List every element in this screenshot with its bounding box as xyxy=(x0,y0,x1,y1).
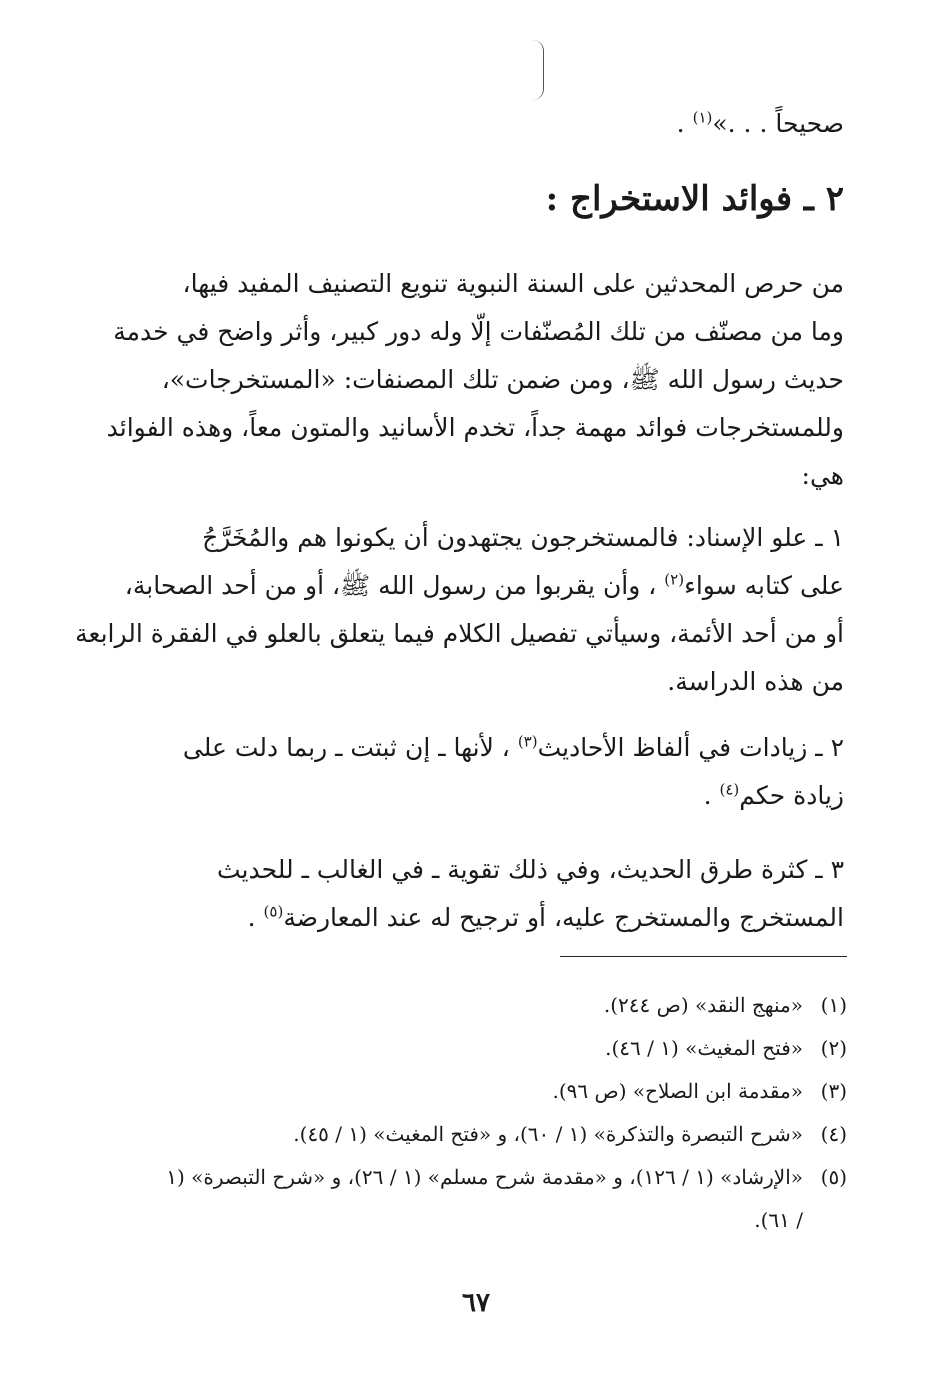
footnote-text: «مقدمة ابن الصلاح» (ص ٩٦). xyxy=(552,1079,803,1103)
benefit-2-text: ، لأنها ـ إن ثبتت ـ ربما دلت على xyxy=(182,733,518,762)
benefit-1-text: ، وأن يقربوا من رسول الله ﷺ، أو من أحد الصحابة، xyxy=(124,571,665,600)
benefit-3-text: . xyxy=(247,903,264,932)
footnote-number: (٤) xyxy=(820,1122,847,1146)
footnotes xyxy=(105,984,847,1242)
footnote-number: (٢) xyxy=(820,1036,847,1060)
footnote-item xyxy=(105,1156,847,1199)
footnote-item xyxy=(105,1027,847,1070)
benefit-3-paragraph xyxy=(124,846,844,942)
benefit-3-text: المستخرج والمستخرج عليه، أو ترجيح له عند المعارضة xyxy=(283,903,844,932)
footnote-text: «الإرشاد» (١ / ١٢٦)، و «مقدمة شرح مسلم» (١ / ٢٦)، و «شرح التبصرة» (١ xyxy=(166,1165,803,1189)
top-fragment-tail: . xyxy=(676,109,693,138)
footnote-ref-3[interactable]: (٣) xyxy=(517,732,538,751)
benefit-2-paragraph xyxy=(124,724,844,820)
benefit-2-text: . xyxy=(703,781,720,810)
footnote-ref-2[interactable]: (٢) xyxy=(664,570,685,589)
intro-line: هي: xyxy=(801,461,844,490)
benefit-2-line xyxy=(124,724,844,772)
intro-line: حديث رسول الله ﷺ، ومن ضمن تلك المصنفات: «المستخرجات»، xyxy=(161,365,844,394)
footnote-continuation: / ٦١). xyxy=(754,1208,803,1232)
section-heading: ٢ ـ فوائد الاستخراج : xyxy=(545,179,844,219)
footnote-ref-5[interactable]: (٥) xyxy=(263,902,284,921)
top-fragment-text: صحيحاً . . .» xyxy=(712,109,844,138)
intro-line: من حرص المحدثين على السنة النبوية تنويع التصنيف المفيد فيها، xyxy=(182,269,844,298)
footnote-text: «شرح التبصرة والتذكرة» (١ / ٦٠)، و «فتح المغيث» (١ / ٤٥). xyxy=(293,1122,803,1146)
benefit-1-line: ١ ـ علو الإسناد: فالمستخرجون يجتهدون أن يكونوا هم والمُخَرَّجُ xyxy=(202,523,844,552)
benefit-3-line xyxy=(124,894,844,942)
footnote-divider xyxy=(560,956,847,957)
benefit-1-paragraph xyxy=(75,514,844,706)
footnote-number: (٥) xyxy=(820,1165,847,1189)
page-number: ٦٧ xyxy=(462,1288,490,1318)
benefit-3-line: ٣ ـ كثرة طرق الحديث، وفي ذلك تقوية ـ في الغالب ـ للحديث xyxy=(216,855,844,884)
benefit-2-line xyxy=(124,772,844,820)
benefit-1-line: أو من أحد الأئمة، وسيأتي تفصيل الكلام فيما يتعلق بالعلو في الفقرة الرابعة xyxy=(75,619,844,648)
footnote-number: (١) xyxy=(820,993,847,1017)
intro-line: وللمستخرجات فوائد مهمة جداً، تخدم الأسانيد والمتون معاً، وهذه الفوائد xyxy=(106,413,844,442)
top-fragment xyxy=(124,100,844,148)
benefit-2-text: زيادة حكم xyxy=(739,781,844,810)
footnote-item xyxy=(105,1070,847,1113)
footnote-number: (٣) xyxy=(820,1079,847,1103)
footnote-ref-1[interactable]: (١) xyxy=(692,108,713,127)
benefit-2-text: ٢ ـ زيادات في ألفاظ الأحاديث xyxy=(537,733,844,762)
intro-paragraph xyxy=(106,260,844,500)
scan-artifact xyxy=(533,40,544,100)
intro-line: وما من مصنّف من تلك المُصنّفات إلّا وله دور كبير، وأثر واضح في خدمة xyxy=(113,317,844,346)
benefit-1-line xyxy=(124,562,844,610)
footnote-item xyxy=(105,1113,847,1156)
footnote-text: «فتح المغيث» (١ / ٤٦). xyxy=(605,1036,803,1060)
benefit-1-line: من هذه الدراسة. xyxy=(667,667,844,696)
footnote-ref-4[interactable]: (٤) xyxy=(719,780,740,799)
benefit-1-text: على كتابه سواء xyxy=(684,571,844,600)
footnote-item xyxy=(105,984,847,1027)
footnote-text: «منهج النقد» (ص ٢٤٤). xyxy=(603,993,803,1017)
